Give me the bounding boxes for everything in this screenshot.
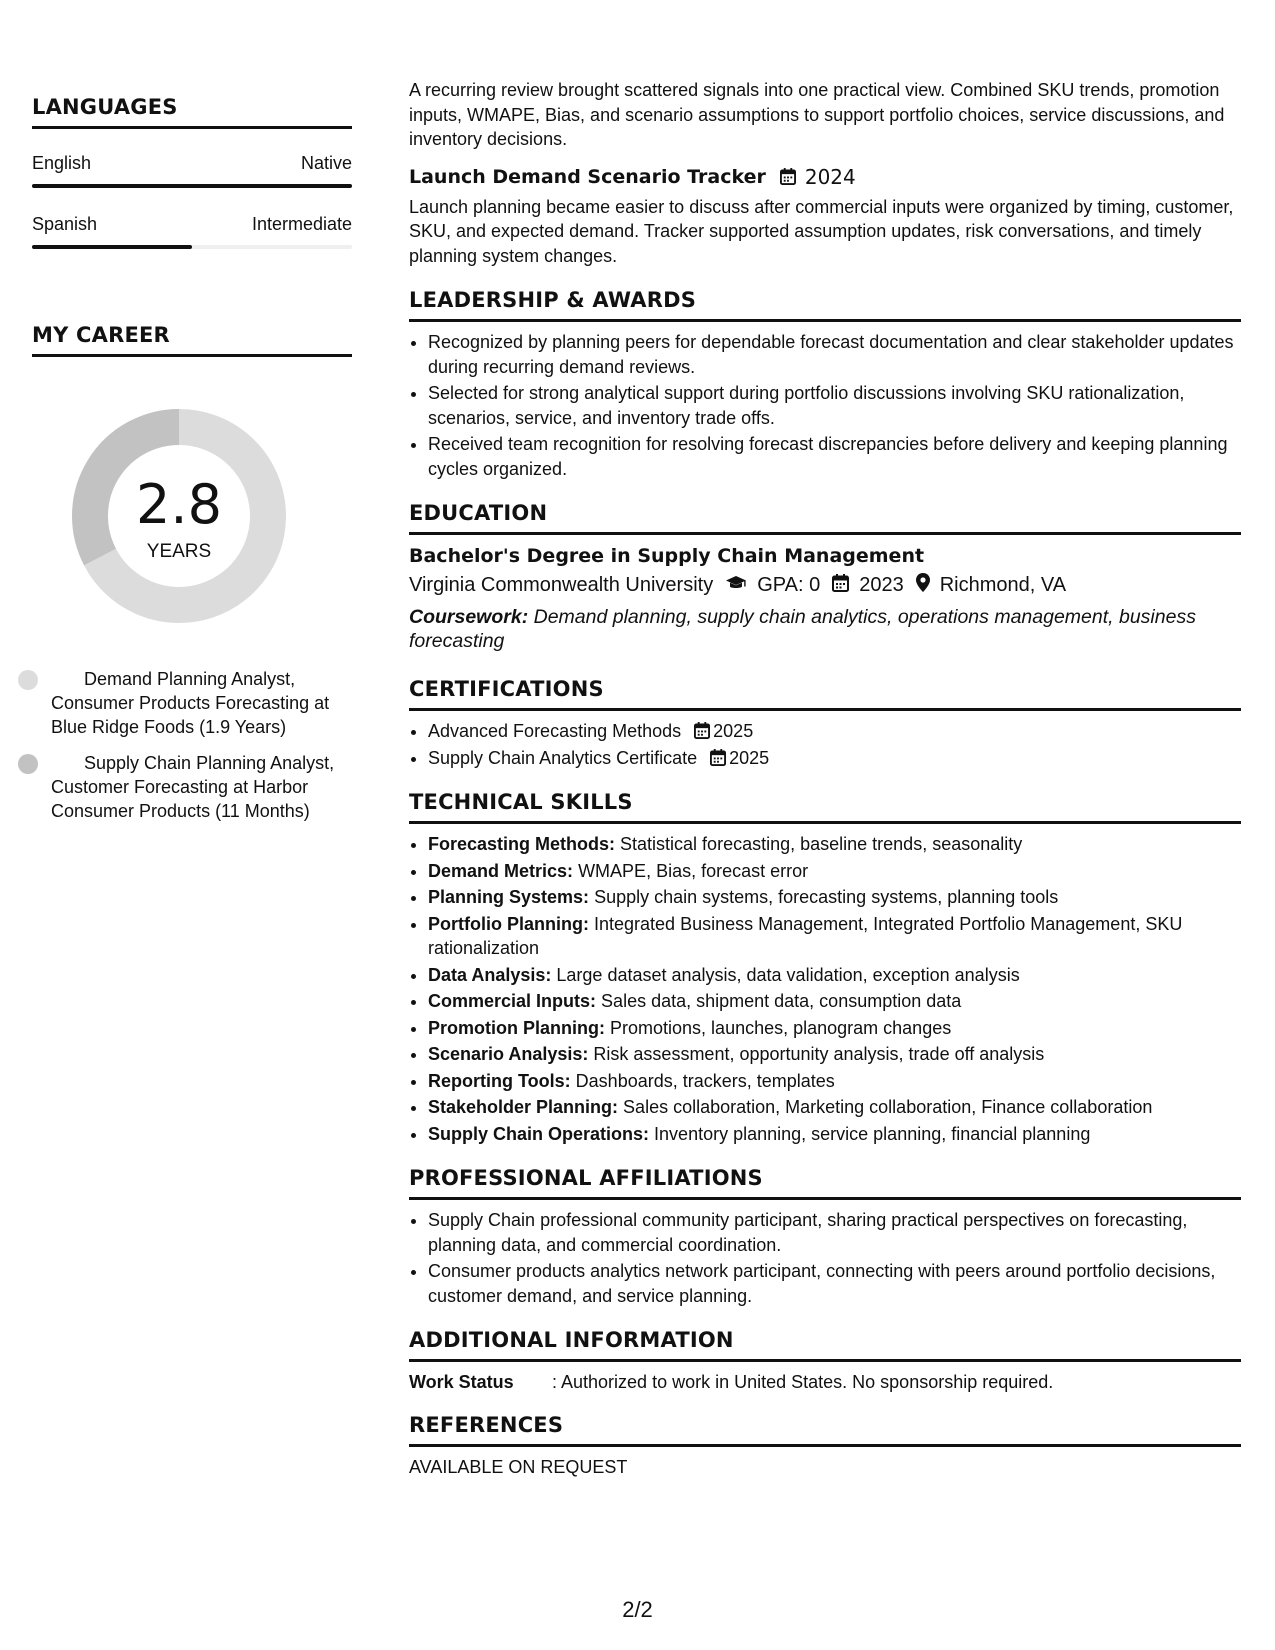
calendar-icon	[694, 721, 709, 737]
language-proficiency-fill	[32, 245, 192, 249]
career-item-text: Supply Chain Planning Analyst, Customer Forecasting at Harbor Consumer Products (11 Months)	[51, 753, 335, 821]
leadership-item: • Recognized by planning peers for dependable forecast documentation and clear stakeholder updates during recurring demand reviews.	[428, 330, 1241, 379]
skill-value: Sales collaboration, Marketing collaboration, Finance collaboration	[623, 1097, 1153, 1117]
skill-item	[428, 832, 1241, 857]
affiliation-item: • Supply Chain professional community participant, sharing practical perspectives on forecasting, planning data, and commercial coordination.	[428, 1208, 1241, 1257]
certifications-heading: CERTIFICATIONS	[409, 677, 1241, 711]
affiliation-item: • Consumer products analytics network participant, connecting with peers around portfolio decisions, customer demand, and service planning.	[428, 1259, 1241, 1308]
language-proficiency-fill	[32, 184, 352, 188]
skill-label: Stakeholder Planning:	[428, 1097, 619, 1117]
projects-list	[409, 165, 1241, 269]
languages-heading: LANGUAGES	[32, 95, 352, 129]
skill-label: Planning Systems:	[428, 887, 590, 907]
leadership-list	[409, 330, 1241, 481]
coursework-text: Demand planning, supply chain analytics, operations management, business forecasting	[409, 606, 1196, 652]
affiliations-heading: PROFESSIONAL AFFILIATIONS	[409, 1166, 1241, 1200]
skill-item	[428, 912, 1241, 961]
calendar-icon	[710, 748, 725, 764]
career-heading: MY CAREER	[32, 323, 352, 357]
skill-value: Statistical forecasting, baseline trends, seasonality	[620, 834, 1023, 854]
skill-item	[428, 1095, 1241, 1120]
skill-label: Supply Chain Operations:	[428, 1123, 650, 1144]
certifications-list	[409, 719, 1241, 770]
certification-year: 2025	[729, 747, 770, 768]
work-status-value: : Authorized to work in United States. No sponsorship required.	[552, 1372, 1054, 1392]
education-details	[409, 573, 1241, 598]
leadership-section	[409, 288, 1241, 481]
language-proficiency-bar	[32, 184, 352, 188]
work-status-label: Work Status	[409, 1372, 514, 1392]
additional-section	[409, 1328, 1241, 1393]
leadership-item: • Selected for strong analytical support during portfolio discussions involving SKU rationalization, scenarios, service, and inventory trade offs.	[428, 381, 1241, 430]
affiliations-list	[409, 1208, 1241, 1308]
skill-label: Demand Metrics:	[428, 860, 574, 881]
project-name: Launch Demand Scenario Tracker	[409, 165, 766, 188]
skill-label: Reporting Tools:	[428, 1070, 571, 1091]
additional-heading: ADDITIONAL INFORMATION	[409, 1328, 1241, 1362]
language-proficiency-bar	[32, 245, 352, 249]
certifications-section	[409, 677, 1241, 770]
language-name: Spanish	[32, 214, 98, 234]
education-degree: Bachelor's Degree in Supply Chain Management	[409, 545, 925, 567]
skills-list	[409, 832, 1241, 1146]
language-level: Native	[300, 153, 352, 173]
project-header	[409, 165, 1241, 189]
leadership-heading: LEADERSHIP & AWARDS	[409, 288, 1241, 322]
career-donut-chart	[64, 401, 294, 631]
calendar-icon	[780, 168, 796, 185]
education-gpa: GPA: 0	[757, 574, 821, 596]
skill-item	[428, 885, 1241, 910]
education-coursework	[409, 605, 1241, 653]
skill-item	[428, 989, 1241, 1014]
project-intro-text: A recurring review brought scattered signals into one practical view. Combined SKU trends, promotion inputs, WMAPE, Bias, and scenario assumptions to support portfolio choices, service discussions, and inventory decisions.	[409, 80, 1225, 149]
language-row	[32, 214, 352, 235]
work-status-row	[409, 1372, 1241, 1393]
calendar-icon	[832, 574, 849, 598]
career-legend-dot	[18, 670, 38, 690]
education-section	[409, 501, 1241, 653]
skill-item	[428, 859, 1241, 884]
education-year: 2023	[859, 574, 904, 596]
skill-value: Supply chain systems, forecasting systems, planning tools	[594, 887, 1059, 907]
career-item-text: Demand Planning Analyst, Consumer Products Forecasting at Blue Ridge Foods (1.9 Years)	[51, 669, 330, 737]
career-list	[32, 667, 352, 823]
right-column	[409, 78, 1241, 1478]
skill-value: Integrated Business Management, Integrated Portfolio Management, SKU rationalization	[428, 913, 1183, 958]
coursework-label: Coursework:	[409, 606, 529, 628]
skill-value: Risk assessment, opportunity analysis, trade off analysis	[593, 1044, 1045, 1064]
skills-heading: TECHNICAL SKILLS	[409, 790, 1241, 824]
education-school: Virginia Commonwealth University	[409, 574, 714, 596]
career-years-value: 2.8	[136, 473, 222, 536]
skill-value: Promotions, launches, planogram changes	[610, 1017, 952, 1038]
certification-name: Advanced Forecasting Methods	[428, 721, 682, 741]
skill-item	[428, 1042, 1241, 1067]
skill-value: Inventory planning, service planning, financial planning	[654, 1123, 1091, 1144]
affiliations-section	[409, 1166, 1241, 1308]
skill-value: WMAPE, Bias, forecast error	[578, 860, 809, 881]
skill-label: Promotion Planning:	[428, 1017, 605, 1038]
graduation-cap-icon	[725, 574, 747, 597]
career-item	[51, 751, 352, 823]
certification-name: Supply Chain Analytics Certificate	[428, 747, 698, 768]
skill-value: Large dataset analysis, data validation, exception analysis	[556, 964, 1020, 985]
skill-label: Commercial Inputs:	[428, 991, 597, 1011]
skill-value: Sales data, shipment data, consumption data	[601, 991, 962, 1011]
project-year: 2024	[804, 164, 856, 189]
project-description: Launch planning became easier to discuss after commercial inputs were organized by timing, customer, SKU, and expected demand. Tracker supported assumption updates, risk conversations, and timely planning system changes.	[409, 196, 1234, 266]
career-legend-dot	[18, 754, 38, 774]
skill-value: Dashboards, trackers, templates	[575, 1070, 835, 1091]
language-level: Intermediate	[251, 214, 352, 234]
location-pin-icon	[916, 573, 930, 598]
references-text: AVAILABLE ON REQUEST	[409, 1457, 628, 1477]
skills-section	[409, 790, 1241, 1146]
leadership-item: • Received team recognition for resolving forecast discrepancies before delivery and keeping planning cycles organized.	[428, 432, 1241, 481]
skill-item	[428, 1069, 1241, 1094]
language-name: English	[32, 153, 92, 173]
skill-item	[428, 963, 1241, 988]
languages-list	[32, 153, 352, 249]
skill-item	[428, 1122, 1241, 1147]
skill-label: Scenario Analysis:	[428, 1044, 589, 1064]
skill-label: Portfolio Planning:	[428, 913, 589, 934]
skill-label: Data Analysis:	[428, 964, 552, 985]
career-item	[51, 667, 352, 739]
skill-label: Forecasting Methods:	[428, 834, 616, 854]
skill-item	[428, 1016, 1241, 1041]
certification-item	[428, 746, 1241, 771]
education-heading: EDUCATION	[409, 501, 1241, 535]
certification-item	[428, 719, 1241, 744]
certification-year: 2025	[713, 721, 754, 741]
references-section	[409, 1413, 1241, 1478]
references-heading: REFERENCES	[409, 1413, 1241, 1447]
left-column	[32, 95, 352, 835]
page-number: 2/2	[622, 1597, 653, 1622]
education-location: Richmond, VA	[939, 574, 1067, 596]
career-years-label: YEARS	[146, 541, 212, 562]
language-row	[32, 153, 352, 174]
